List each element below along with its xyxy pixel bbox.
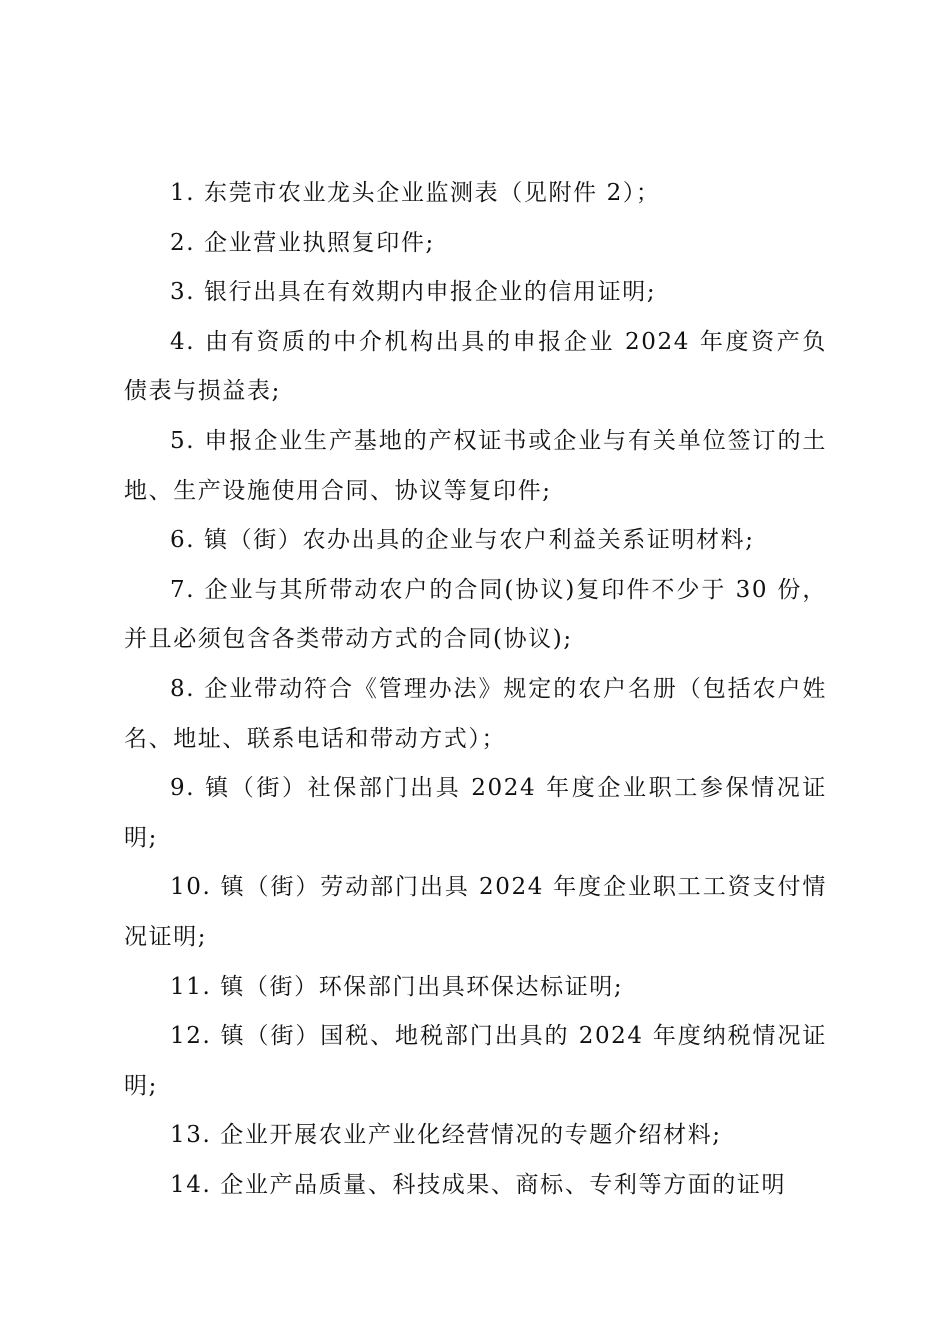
list-item-6: 6. 镇（街）农办出具的企业与农户利益关系证明材料; bbox=[170, 527, 755, 554]
list-item-7: 7. 企业与其所带动农户的合同(协议)复印件不少于 30 份，并且必须包含各类带动方式的合同(协议); bbox=[124, 576, 827, 653]
list-item-14: 14. 企业产品质量、科技成果、商标、专利等方面的证明 bbox=[170, 1171, 787, 1198]
list-item-10: 10. 镇（街）劳动部门出具 2024 年度企业职工工资支付情况证明; bbox=[124, 874, 827, 950]
list-item-1: 1. 东莞市农业龙头企业监测表（见附件 2）； bbox=[170, 180, 661, 206]
list-item-12: 12. 镇（街）国税、地税部门出具的 2024 年度纳税情况证明; bbox=[124, 1023, 827, 1099]
list-item-5: 5. 申报企业生产基地的产权证书或企业与有关单位签订的土地、生产设施使用合同、协议等复印件; bbox=[124, 427, 827, 504]
list-item-3: 3. 银行出具在有效期内申报企业的信用证明; bbox=[170, 279, 657, 306]
list-item-8: 8. 企业带动符合《管理办法》规定的农户名册（包括农户姓名、地址、联系电话和带动方式）； bbox=[124, 675, 827, 752]
list-item-13: 13. 企业开展农业产业化经营情况的专题介绍材料; bbox=[170, 1122, 722, 1149]
list-item-9: 9. 镇（街）社保部门出具 2024 年度企业职工参保情况证明; bbox=[124, 775, 827, 851]
list-item-4: 4. 由有资质的中介机构出具的申报企业 2024 年度资产负债表与损益表; bbox=[124, 328, 827, 405]
document-body bbox=[124, 169, 827, 1210]
list-item-2: 2. 企业营业执照复印件; bbox=[170, 229, 435, 256]
list-item-11: 11. 镇（街）环保部门出具环保达标证明; bbox=[170, 973, 624, 1000]
